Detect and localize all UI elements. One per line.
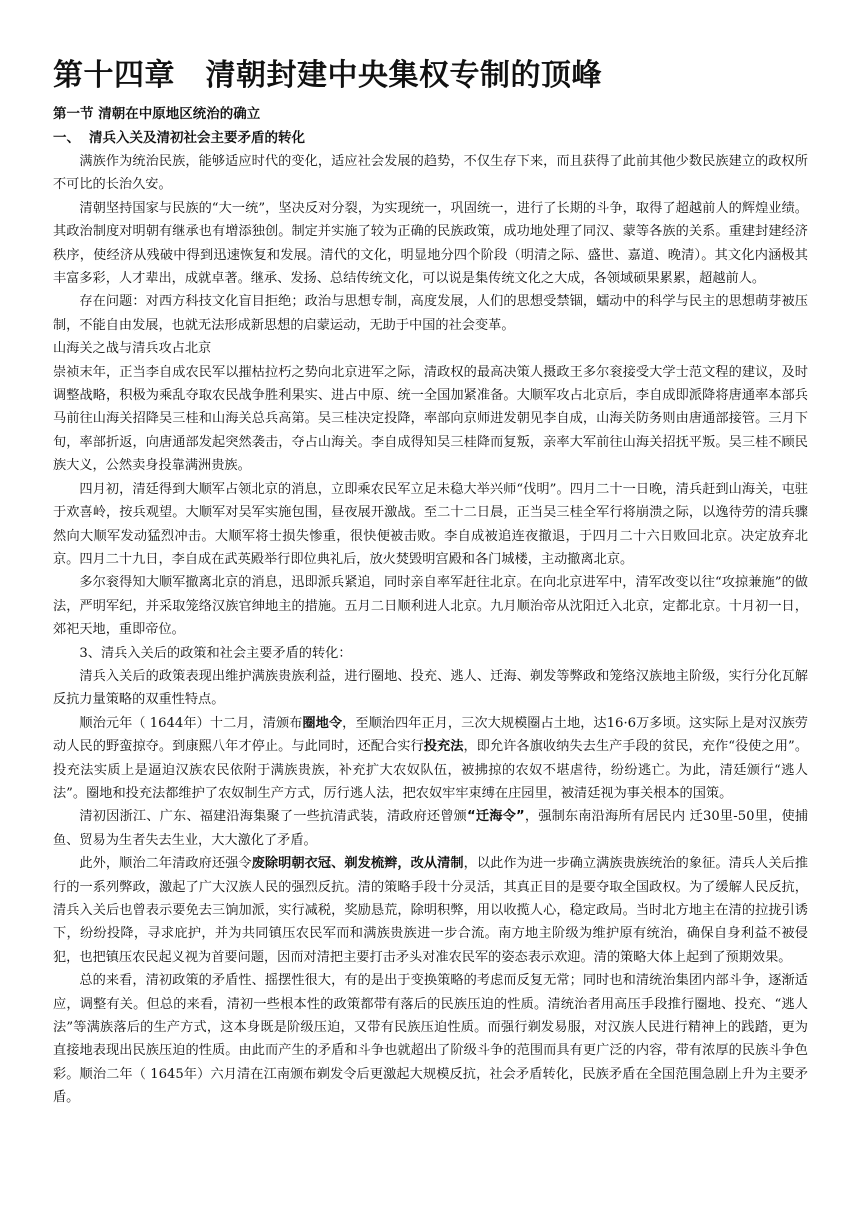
paragraph-3: 存在问题：对西方科技文化盲目拒绝；政治与思想专制，高度发展，人们的思想受禁锢，蠕动中的科学与民主的思想萌芽被压制，不能自由发展，也就无法形成新思想的启蒙运动，无助于中国的社会变革。: [53, 294, 808, 333]
paragraph-11-text-a: 此外，顺治二年清政府还强令: [79, 856, 252, 872]
term-quandiling: 圈地令: [302, 715, 343, 731]
paragraph-8: 清兵入关后的政策表现出维护满族贵族利益，进行圈地、投充、逃人、迁海、剃发等弊政和笼络汉族地主阶级，实行分化瓦解反抗力量策略的双重性特点。: [53, 668, 808, 708]
chapter-title: 第十四章 清朝封建中央集权专制的顶峰: [53, 58, 602, 93]
term-tifa: 废除明朝衣冠、剃发梳辫，改从清制: [251, 856, 464, 872]
heading-shanhaiguan: 山海关之战与清兵攻占北京: [53, 341, 212, 357]
paragraph-10-text-c: ，强制东南沿海所有居民内 迁30里-50里，使捕鱼、贸易为生者失去生业，大大激化了矛盾。: [53, 809, 808, 848]
paragraph-9-text-a: 顺治元年（ 1644年）十二月，清颁布: [79, 715, 303, 731]
section-title: 第一节 清朝在中原地区统治的确立: [53, 106, 261, 122]
paragraph-7: 3、清兵入关后的政策和社会主要矛盾的转化：: [79, 645, 352, 661]
paragraph-11: [53, 852, 808, 969]
paragraph-6: 多尔衮得知大顺军撤离北京的消息，迅即派兵紧追，同时亲自率军赶往北京。在向北京进军中，清军改变以往“攻掠兼施”的做法，严明军纪，并采取笼络汉族官绅地主的措施。五月二日顺利进人北京。九月顺治帝从沈阳迁入北京，定都北京。十月初一日，郊祀天地，重即帝位。: [53, 575, 808, 638]
paragraph-11-text-c: ，以此作为进一步确立满族贵族统治的象征。清兵人关后推行的一系列弊政，激起了广大汉族人民的强烈反抗。清的策略手段十分灵活，其真正目的是要夺取全国政权。为了缓解人民反抗，清兵入关后也曾表示要免去三饷加派，实行减税，奖励恳荒，除明积弊，用以收揽人心，稳定政局。当时北方地主在清的拉拢引诱下，纷纷投降，寻求庇护，并为共同镇压农民军而和满族贵族进一步合流。南方地主阶级为维护原有统治，确保自身利益不被侵犯，也把镇压农民起义视为首要问题，因而对清把主要打击矛头对准农民军的姿态表示欢迎。清的策略大体上起到了预期效果。: [53, 856, 809, 965]
paragraph-9-text-c: ，至顺治四年正月，三次大规模圈占土地，达16·6万多顷。这实际上是对汉族劳动人民的野蛮掠夺。到康熙八年才停止。与此同时，还配合实行: [53, 715, 808, 755]
subsection-number: 一、: [53, 130, 80, 146]
paragraph-9: [53, 712, 808, 806]
paragraph-1: 满族作为统治民族，能够适应时代的变化，适应社会发展的趋势，不仅生存下来，而且获得了此前其他少数民族建立的政权所不可比的长治久安。: [53, 154, 808, 193]
paragraph-9-text-e: ，即允许各旗收纳失去生产手段的贫民，充作“役使之用”。投充法实质上是逼迫汉族农民依附于满族贵族，补充扩大农奴队伍，被拂掠的农奴不堪虐待，纷纷逃亡。为此，清廷颁行“逃人法”。圈地和投充法都维护了农奴制生产方式，厉行逃人法，把农奴牢牢束缚在庄园里，被清廷视为事关根本的国策。: [53, 739, 809, 801]
subsection-title: [53, 126, 808, 150]
paragraph-12: 总的来看，清初政策的矛盾性、摇摆性很大，有的是出于变换策略的考虑而反复无常；同时也和清统治集团内部斗争，逐渐适应，调整有关。但总的来看，清初一些根本性的政策都带有落后的民族压迫的性质。清统治者用高压手段推行圈地、投充、“逃人法”等满族落后的生产方式，这本身既是阶级压迫，又带有民族压迫性质。而强行剃发易服，对汉族人民进行精神上的践踏，更为直接地表现出民族压迫的性质。由此而产生的矛盾和斗争也就超出了阶级斗争的范围而具有更广泛的内容，带有浓厚的民族斗争色彩。顺治二年（ 1645年）六月清在江南颁布剃发令后更激起大规模反抗，社会矛盾转化，民族矛盾在全国范围急剧上升为主要矛盾。: [53, 973, 808, 1106]
term-touchongfa: 投充法: [423, 739, 464, 755]
term-qianhailing: “迁海令”: [467, 809, 525, 825]
paragraph-5: 四月初，清廷得到大顺军占领北京的消息，立即乘农民军立足未稳大举兴师“伐明”。四月二十一日晚，清兵赶到山海关，屯驻于欢喜岭，按兵观望。大顺军对吴军实施包围，昼夜展开激战。至二十二日晨，正当吴三桂全军行将崩溃之际，以逸待劳的清兵骤然向大顺军发动猛烈冲击。大顺军将士损失惨重，很快便被击败。李自成被追连夜撤退，于四月二十六日败回北京。决定放弃北京。四月二十九日，李自成在武英殿举行即位典礼后，放火焚毁明宫殿和各门城楼，主动撤离北京。: [53, 481, 808, 567]
paragraph-10-text-a: 清初因浙江、广东、福建沿海集聚了一些抗清武装，清政府还曾颁: [79, 809, 468, 825]
paragraph-4: 崇祯末年，正当李自成农民军以摧枯拉朽之势向北京进军之际，清政权的最高决策人摄政王多尔衮接受大学士范文程的建议，及时调整战略，积极为乘乱夺取农民战争胜利果实、进占中原、统一全国加紧准备。大顺军攻占北京后，李自成即派降将唐通率本部兵马前往山海关招降吴三桂和山海关总兵高第。吴三桂决定投降，率部向京师进发朝见李自成，山海关防务则由唐通部接管。三月下旬，率部折返，向唐通部发起突然袭击，夺占山海关。李自成得知吴三桂降而复叛，亲率大军前往山海关招抚平叛。吴三桂不顾民族大义，公然卖身投靠满洲贵族。: [53, 364, 808, 474]
subsection-title-text: 清兵入关及清初社会主要矛盾的转化: [89, 130, 305, 146]
paragraph-2: 清朝坚持国家与民族的“大一统”，坚决反对分裂，为实现统一，巩固统一，进行了长期的斗争，取得了超越前人的辉煌业绩。其政治制度对明朝有继承也有增添独创。制定并实施了较为正确的民族政策，成功地处理了同汉、蒙等各族的关系。重建封建经济秩序，使经济从残破中得到迅速恢复和发展。清代的文化，明显地分四个阶段（明清之际、盛世、嘉道、晚清）。其文化内涵极其丰富多彩，人才辈出，成就卓著。继承、发扬、总结传统文化，可以说是集传统文化之大成，各领域硕果累累，超越前人。: [53, 200, 808, 287]
paragraph-10: [53, 805, 808, 852]
